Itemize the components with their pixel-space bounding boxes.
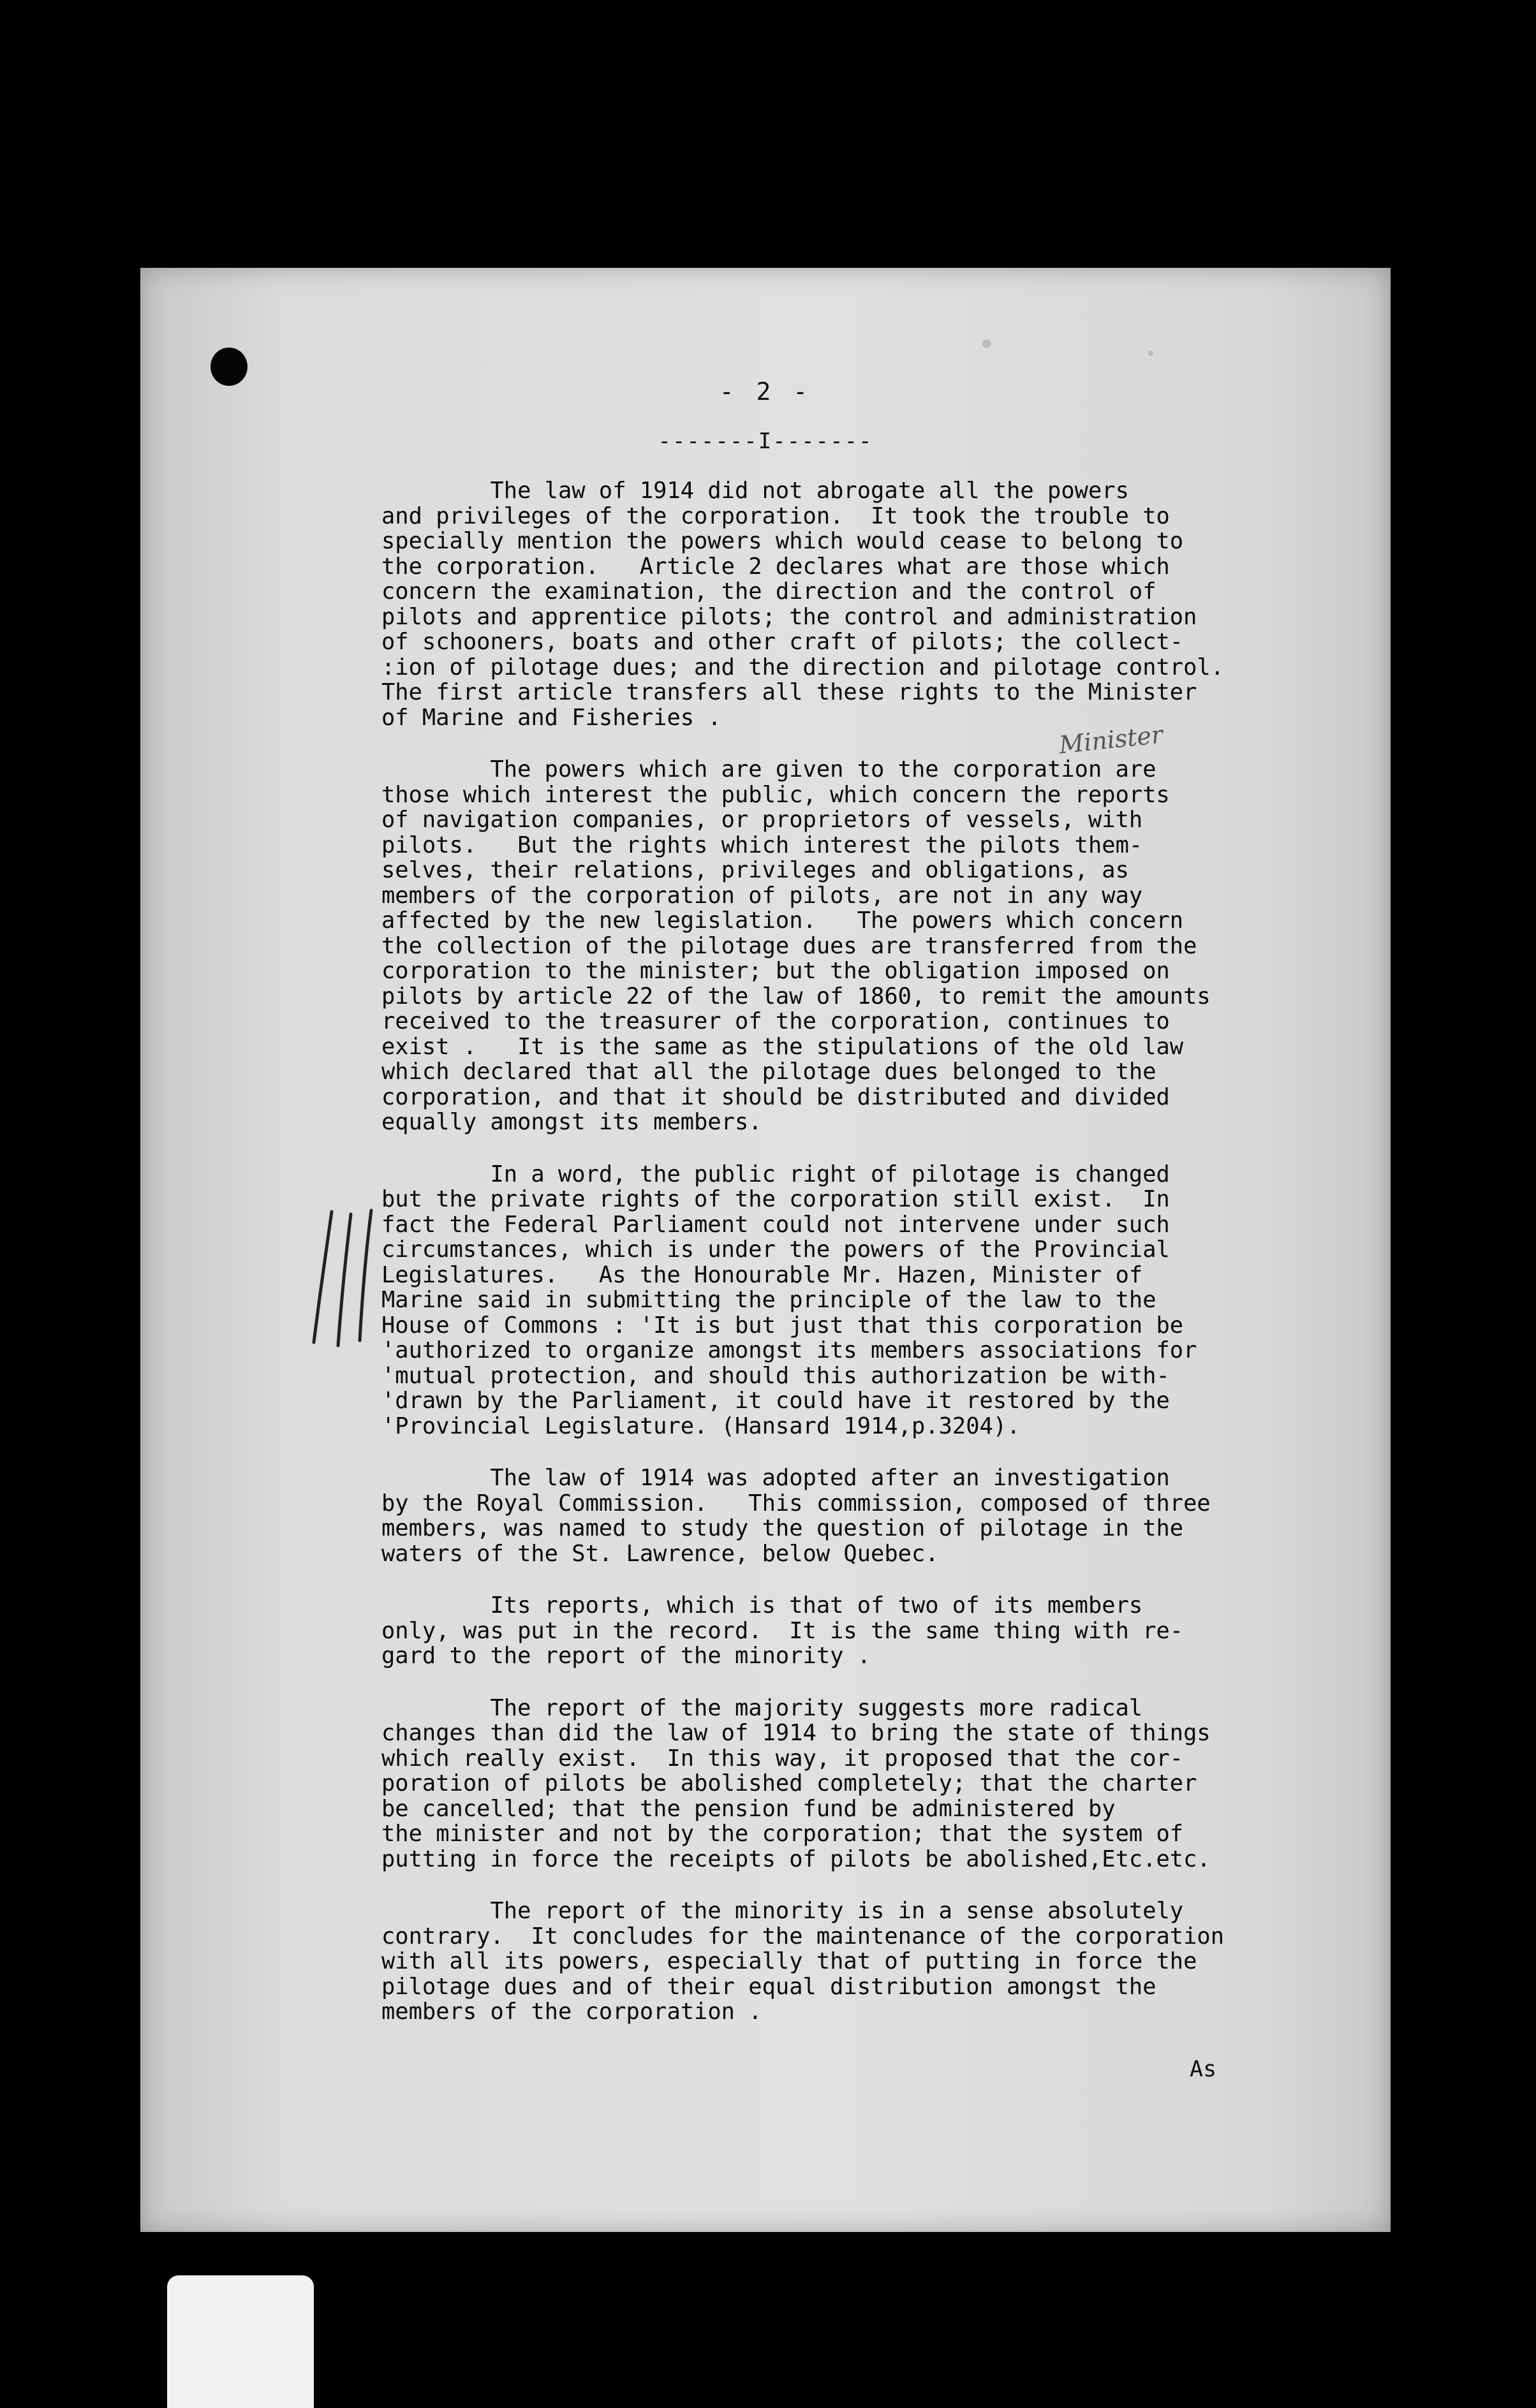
text-line: The report of the minority is in a sense absolutely [381,1898,1184,1924]
text-line: House of Commons : 'It is but just that this corporation be [381,1312,1184,1339]
text-line: which really exist. In this way, it proposed that the cor- [381,1745,1184,1772]
text-line: by the Royal Commission. This commission, composed of three [381,1490,1211,1516]
text-line: with all its powers, especially that of putting in force the [381,1948,1197,1974]
paragraph [381,757,1351,1135]
text-line: The law of 1914 was adopted after an investigation [381,1465,1170,1491]
text-line: poration of pilots be abolished completely; that the charter [381,1770,1197,1796]
text-line: 'drawn by the Parliament, it could have it restored by the [381,1388,1170,1414]
text-line: circumstances, which is under the powers of the Provincial [381,1237,1170,1263]
text-line: Legislatures. As the Honourable Mr. Hazen, Minister of [381,1261,1143,1288]
text-line: the collection of the pilotage dues are transferred from the [381,932,1197,959]
text-line: the minister and not by the corporation; that the system of [381,1821,1184,1847]
text-line: Marine said in submitting the principle of the law to the [381,1287,1156,1313]
text-line: exist . It is the same as the stipulations of the old law [381,1033,1184,1060]
text-line: selves, their relations, privileges and obligations, as [381,857,1129,883]
text-line: affected by the new legislation. The powers which concern [381,907,1184,934]
text-line: of navigation companies, or proprietors of vessels, with [381,807,1143,833]
text-line: waters of the St. Lawrence, below Quebec. [381,1540,939,1567]
text-line: but the private rights of the corporation still exist. In [381,1186,1170,1212]
text-line: pilots. But the rights which interest the pilots them- [381,832,1143,858]
text-line: which declared that all the pilotage dues belonged to the [381,1059,1156,1085]
text-line: pilots and apprentice pilots; the control and administration [381,603,1197,630]
text-line: pilotage dues and of their equal distribution amongst the [381,1973,1156,2000]
paragraph [381,1696,1351,1872]
text-line: members, was named to study the question of pilotage in the [381,1515,1184,1541]
text-line: the corporation. Article 2 declares what are those which [381,553,1170,580]
text-line: 'authorized to organize amongst its members associations for [381,1337,1197,1363]
text-line: only, was put in the record. It is the same thing with re- [381,1617,1184,1644]
text-line: equally amongst its members. [381,1109,762,1135]
text-line: Its reports, which is that of two of its members [381,1592,1143,1619]
text-line: The report of the majority suggests more radical [381,1694,1143,1721]
paragraph [381,478,1351,730]
text-line: putting in force the receipts of pilots be abolished,Etc.etc. [381,1846,1211,1872]
document-body [381,478,1351,2052]
continuation-word: As [1190,2057,1217,2082]
handwritten-margin-note: Minister [1058,720,1164,760]
text-line: 'Provincial Legislature. (Hansard 1914,p.3204). [381,1413,1021,1439]
paper-speck [982,339,991,348]
paragraph [381,1898,1351,2025]
text-line: specially mention the powers which would cease to belong to [381,528,1184,554]
text-line: The law of 1914 did not abrogate all the powers [381,478,1129,504]
film-tab-slip [167,2275,314,2408]
text-line: be cancelled; that the pension fund be administered by [381,1795,1116,1822]
text-line: fact the Federal Parliament could not intervene under such [381,1211,1170,1238]
text-line: corporation, and that it should be distributed and divided [381,1083,1170,1110]
paragraph [381,1162,1351,1439]
text-line: of Marine and Fisheries . [381,704,721,731]
text-line: of schooners, boats and other craft of pilots; the collect- [381,629,1184,655]
text-line: those which interest the public, which concern the reports [381,781,1170,808]
text-line: contrary. It concludes for the maintenance of the corporation [381,1923,1225,1949]
text-line: concern the examination, the direction and the control of [381,578,1156,605]
text-line: 'mutual protection, and should this authorization be with- [381,1362,1170,1389]
paragraph [381,1465,1351,1566]
margin-strokes-mark [306,1205,383,1352]
text-line: pilots by article 22 of the law of 1860, to remit the amounts [381,983,1211,1009]
text-line: and privileges of the corporation. It took the trouble to [381,503,1170,529]
text-line: :ion of pilotage dues; and the direction and pilotage control. [381,654,1225,680]
text-line: The first article transfers all these rights to the Minister [381,679,1197,705]
section-marker: -------I------- [658,429,873,454]
text-line: received to the treasurer of the corporation, continues to [381,1008,1170,1034]
paragraph [381,1593,1351,1669]
paper-speck [1148,351,1153,356]
text-line: In a word, the public right of pilotage is changed [381,1161,1170,1187]
text-line: members of the corporation of pilots, are not in any way [381,882,1143,909]
text-line: gard to the report of the minority . [381,1643,871,1669]
text-line: The powers which are given to the corporation are [381,756,1156,782]
document-page [140,268,1391,2232]
text-line: corporation to the minister; but the obligation imposed on [381,958,1170,984]
page-number: - 2 - [719,378,812,406]
text-line: members of the corporation . [381,1999,762,2025]
text-line: changes than did the law of 1914 to bring the state of things [381,1720,1211,1746]
